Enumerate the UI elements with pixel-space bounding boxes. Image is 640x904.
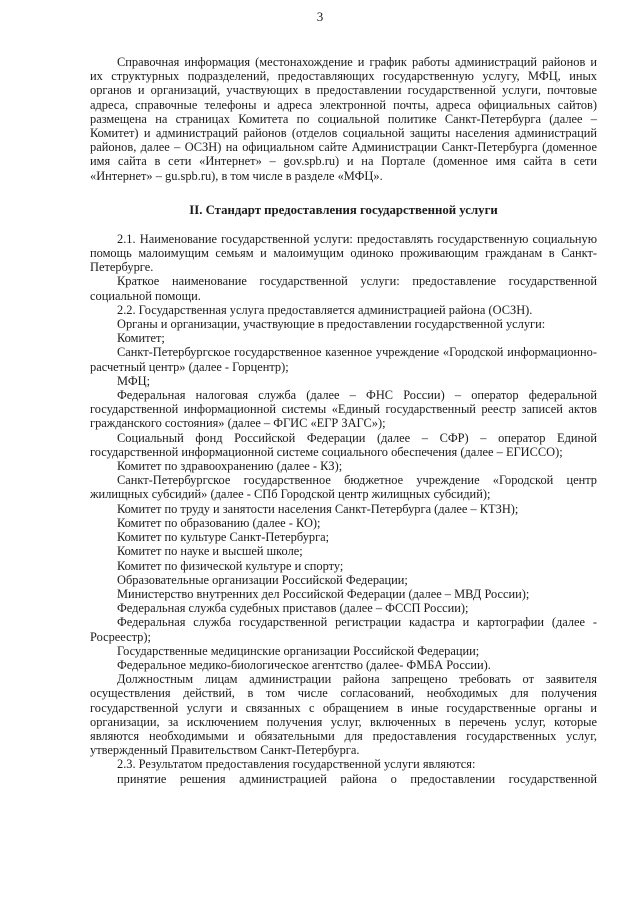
org-item: Санкт-Петербургское государственное казенное учреждение «Городской информационно-расчетный центр» (далее - Горцентр); <box>90 345 597 374</box>
org-item: Образовательные организации Российской Федерации; <box>117 572 408 587</box>
org-item: Санкт-Петербургское государственное бюджетное учреждение «Городской центр жилищных субсидий» (далее - СПб Городской центр жилищных субсидий); <box>90 473 597 502</box>
result-paragraph: принятие решения администрацией района о предоставлении государственной <box>117 771 597 786</box>
org-item: Государственные медицинские организации Российской Федерации; <box>117 643 480 658</box>
page-content <box>90 55 597 786</box>
org-item: Федеральная налоговая служба (далее – ФНС России) – оператор федеральной государственной информационной системы «Единый государственный реестр записей актов гражданского состояния» (далее – ФГИС «ЕГР ЗАГС»); <box>90 388 597 431</box>
paragraph-2-2: 2.2. Государственная услуга предоставляется администрацией района (ОСЗН). <box>117 302 533 317</box>
page-number: 3 <box>316 9 324 24</box>
org-item: Социальный фонд Российской Федерации (далее – СФР) – оператор Единой государственной информационной системе социального обеспечения (далее – ЕГИССО); <box>90 430 597 459</box>
org-item: Комитет по науке и высшей школе; <box>117 544 303 559</box>
org-item: Федеральная служба государственной регистрации кадастра и картографии (далее - Росреестр); <box>90 615 597 644</box>
org-item: Комитет по здравоохранению (далее - КЗ); <box>117 459 343 474</box>
org-item: Комитет по труду и занятости населения Санкт-Петербурга (далее – КТЗН); <box>117 501 519 516</box>
prohibition-paragraph: Должностным лицам администрации района запрещено требовать от заявителя осуществления действий, в том числе согласований, необходимых для получения государственной услуги и связанных с обращением в иные государственные органы и организации, за исключением получения услуг, включенных в перечень услуг, которые являются необходимыми и обязательными для предоставления государственных услуг, утвержденный Правительством Санкт-Петербурга. <box>90 672 597 758</box>
org-item: Комитет; <box>117 331 165 346</box>
intro-paragraph: Справочная информация (местонахождение и график работы администраций районов и их структурных подразделений, предоставляющих государственную услугу, МФЦ, иных органов и организаций, участвующих в предоставлении государственной услуги, почтовые адреса, справочные телефоны и адреса электронной почты, адреса официальных сайтов) размещена на страницах Комитета по социальной политике Санкт-Петербурга (далее – Комитет) и администраций районов (отделов социальной защиты населения администраций районов, далее – ОСЗН) на официальном сайте Администрации Санкт-Петербурга (доменное имя сайта в сети «Интернет» – gov.spb.ru) и на Портале (доменное имя сайта в сети «Интернет» – gu.spb.ru), в том числе в разделе «МФЦ». <box>90 55 597 183</box>
org-item: Комитет по образованию (далее - КО); <box>117 515 321 530</box>
org-item: Комитет по физической культуре и спорту; <box>117 558 344 573</box>
paragraph-2-3: 2.3. Результатом предоставления государственной услуги являются: <box>117 757 476 772</box>
orgs-intro-paragraph: Органы и организации, участвующие в предоставлении государственной услуги: <box>117 317 546 332</box>
org-item: Федеральная служба судебных приставов (далее – ФССП России); <box>117 601 469 616</box>
org-item: Комитет по культуре Санкт-Петербурга; <box>117 530 330 545</box>
org-item: Министерство внутренних дел Российской Федерации (далее – МВД России); <box>117 586 530 601</box>
org-item: Федеральное медико-биологическое агентство (далее- ФМБА России). <box>117 657 491 672</box>
paragraph-2-1: 2.1. Наименование государственной услуги: предоставлять государственную социальную помощь малоимущим семьям и малоимущим одиноко проживающим гражданам в Санкт-Петербурге. <box>90 231 597 275</box>
section-title: II. Стандарт предоставления государственной услуги <box>189 202 498 217</box>
short-name-paragraph: Краткое наименование государственной услуги: предоставление государственной социальной помощи. <box>90 274 597 303</box>
org-item: МФЦ; <box>117 373 151 388</box>
